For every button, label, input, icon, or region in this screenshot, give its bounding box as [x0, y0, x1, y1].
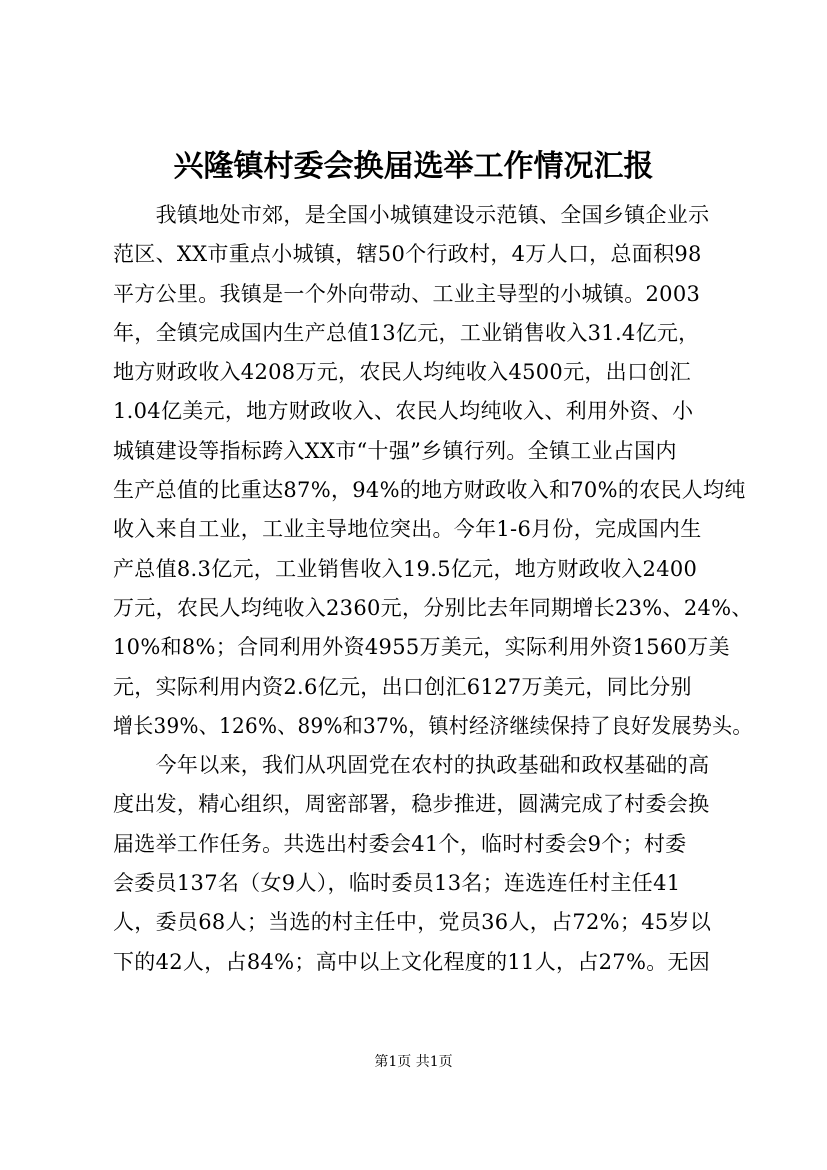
body-line: 今年以来，我们从巩固党在农村的执政基础和政权基础的高 — [113, 753, 710, 778]
body-line: 城镇建设等指标跨入XX市“十强”乡镇行列。全镇工业占国内 — [113, 438, 677, 463]
body-line: 产总值8.3亿元，工业销售收入19.5亿元，地方财政收入2400 — [113, 556, 698, 581]
page-footer: 第1页 共1页 — [374, 1054, 453, 1070]
body-line: 下的42人，占84%；高中以上文化程度的11人，占27%。无因 — [113, 949, 711, 974]
body-line: 年，全镇完成国内生产总值13亿元，工业销售收入31.4亿元， — [113, 320, 700, 345]
body-line: 元，实际利用内资2.6亿元，出口创汇6127万美元，同比分别 — [113, 674, 692, 699]
body-line: 度出发，精心组织，周密部署，稳步推进，圆满完成了村委会换 — [113, 792, 710, 817]
document-title: 兴隆镇村委会换届选举工作情况汇报 — [173, 149, 654, 184]
body-line: 届选举工作任务。共选出村委会41个，临时村委会9个；村委 — [113, 831, 687, 856]
body-line: 收入来自工业，工业主导地位突出。今年1-6月份，完成国内生 — [113, 517, 702, 542]
body-line: 平方公里。我镇是一个外向带动、工业主导型的小城镇。2003 — [113, 281, 701, 306]
body-line: 会委员137名（女9人），临时委员13名；连选连任村主任41 — [113, 871, 681, 896]
body-line: 万元，农民人均纯收入2360元，分别比去年同期增长23%、24%、 — [113, 595, 753, 620]
body-line: 人，委员68人；当选的村主任中，党员36人，占72%；45岁以 — [113, 910, 712, 935]
body-line: 范区、XX市重点小城镇，辖50个行政村，4万人口，总面积98 — [113, 242, 702, 267]
body-line: 增长39%、126%、89%和37%，镇村经济继续保持了良好发展势头。 — [113, 713, 753, 738]
body-line: 地方财政收入4208万元，农民人均纯收入4500元，出口创汇 — [113, 360, 691, 385]
document-body — [113, 196, 753, 982]
body-line: 1.04亿美元，地方财政收入、农民人均纯收入、利用外资、小 — [113, 399, 694, 424]
body-line: 10%和8%；合同利用外资4955万美元，实际利用外资1560万美 — [113, 635, 730, 660]
body-line: 我镇地处市郊，是全国小城镇建设示范镇、全国乡镇企业示 — [113, 203, 710, 227]
body-line: 生产总值的比重达87%，94%的地方财政收入和70%的农民人均纯 — [113, 478, 746, 503]
